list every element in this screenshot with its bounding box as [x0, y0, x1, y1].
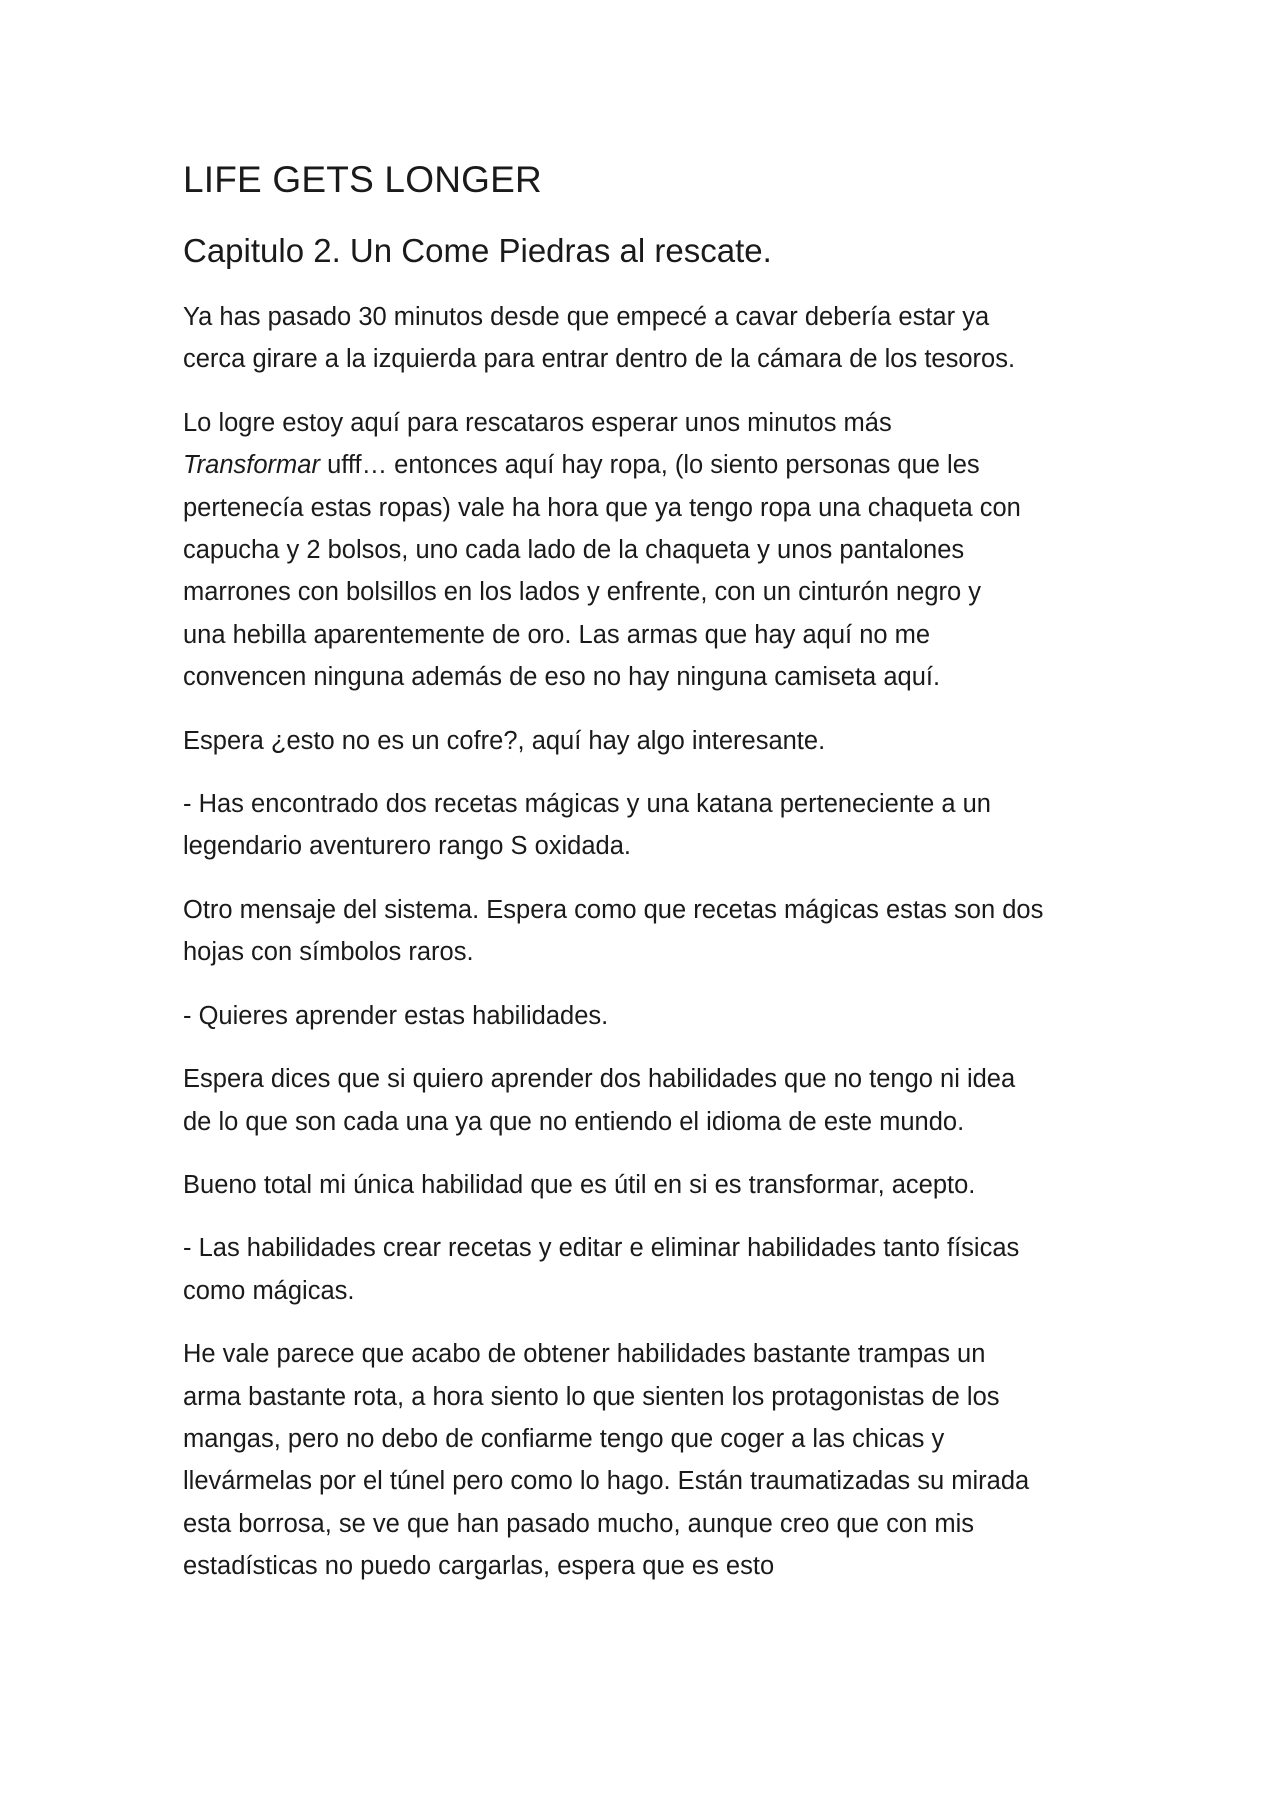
paragraph-line: - Quieres aprender estas habilidades. — [183, 1001, 609, 1030]
chapter-title: Capitulo 2. Un Come Piedras al rescate. — [183, 232, 772, 269]
paragraph-line: estadísticas no puedo cargarlas, espera que es esto — [183, 1552, 775, 1581]
paragraph-line: esta borrosa, se ve que han pasado mucho, aunque creo que con mis — [183, 1509, 975, 1538]
paragraph-line: legendario aventurero rango S oxidada. — [183, 832, 631, 861]
paragraph-line: cerca girare a la izquierda para entrar dentro de la cámara de los tesoros. — [183, 345, 1016, 374]
paragraph-line: Ya has pasado 30 minutos desde que empecé a cavar debería estar ya — [183, 303, 990, 331]
paragraph-line: - Has encontrado dos recetas mágicas y una katana perteneciente a un — [183, 790, 991, 819]
paragraph-line: marrones con bolsillos en los lados y enfrente, con un cinturón negro y — [183, 578, 982, 607]
paragraph-6 — [183, 995, 1113, 1037]
paragraph-line: una hebilla aparentemente de oro. Las armas que hay aquí no me — [183, 620, 931, 649]
paragraph-9 — [183, 1227, 1113, 1312]
paragraph-line: como mágicas. — [183, 1276, 355, 1305]
paragraph-line: hojas con símbolos raros. — [183, 938, 474, 967]
paragraph-line: convencen ninguna además de eso no hay ninguna camiseta aquí. — [183, 663, 941, 692]
paragraph-line: llevármelas por el túnel pero como lo hago. Están traumatizadas su mirada — [183, 1467, 1030, 1496]
paragraph-5 — [183, 889, 1113, 974]
document-body — [183, 150, 1113, 1609]
paragraph-4 — [183, 783, 1113, 868]
paragraph-3 — [183, 720, 1113, 762]
paragraph-line: He vale parece que acabo de obtener habilidades bastante trampas un — [183, 1340, 986, 1369]
paragraph-line: Otro mensaje del sistema. Espera como que recetas mágicas estas son dos — [183, 895, 1044, 924]
paragraph-line: - Las habilidades crear recetas y editar e eliminar habilidades tanto físicas — [183, 1234, 1020, 1263]
paragraph-line — [183, 444, 1113, 486]
paragraph-line: pertenecía estas ropas) vale ha hora que ya tengo ropa una chaqueta con — [183, 493, 1021, 522]
paragraph-line-rest: ufff… entonces aquí hay ropa, (lo siento personas que les — [327, 451, 980, 480]
paragraph-2 — [183, 402, 1113, 699]
paragraph-line: Espera ¿esto no es un cofre?, aquí hay algo interesante. — [183, 726, 826, 755]
document-title: LIFE GETS LONGER — [183, 159, 542, 200]
paragraph-line: Lo logre estoy aquí para rescataros esperar unos minutos más — [183, 408, 892, 437]
paragraph-line: arma bastante rota, a hora siento lo que sienten los protagonistas de los — [183, 1382, 1000, 1411]
italic-word: Transformar — [183, 451, 320, 480]
paragraph-10 — [183, 1333, 1113, 1587]
paragraph-line: mangas, pero no debo de confiarme tengo que coger a las chicas y — [183, 1424, 945, 1453]
paragraph-line: de lo que son cada una ya que no entiendo el idioma de este mundo. — [183, 1107, 965, 1136]
paragraph-line: Espera dices que si quiero aprender dos habilidades que no tengo ni idea — [183, 1065, 1016, 1094]
paragraph-1 — [183, 296, 1113, 381]
paragraph-7 — [183, 1058, 1113, 1143]
paragraph-line: capucha y 2 bolsos, uno cada lado de la chaqueta y unos pantalones — [183, 536, 965, 565]
paragraph-line: Bueno total mi única habilidad que es útil en si es transformar, acepto. — [183, 1170, 976, 1199]
paragraph-8 — [183, 1164, 1113, 1206]
